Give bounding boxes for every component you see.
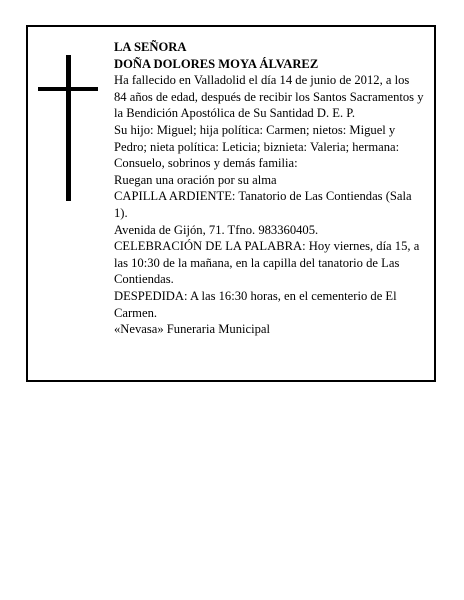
- celebration-text: Hoy viernes, día 15, a las 10:30 de la mañana, en la capilla del tanatorio de Las Contiendas.: [114, 239, 420, 287]
- notice-text: [114, 39, 424, 338]
- obituary-notice: [26, 25, 436, 382]
- celebration-info: [114, 238, 424, 288]
- address: Avenida de Gijón, 71. Tfno. 983360405.: [114, 222, 319, 237]
- chapel-info: [114, 188, 424, 221]
- farewell-label: DESPEDIDA:: [114, 288, 188, 303]
- death-announcement: Ha fallecido en Valladolid el día 14 de junio de 2012, a los 84 años de edad, después de recibir los Santos Sacramentos y la Bendición Apostólica de Su Santidad D. E. P.: [114, 73, 424, 121]
- chapel-text: Tanatorio de Las Contiendas (Sala 1).: [114, 189, 412, 220]
- deceased-name: DOÑA DOLORES MOYA ÁLVAREZ: [114, 56, 319, 71]
- cross-vertical-bar: [66, 55, 71, 201]
- cross-icon: [38, 55, 98, 201]
- celebration-label: CELEBRACIÓN DE LA PALABRA:: [114, 239, 306, 254]
- farewell-text: A las 16:30 horas, en el cementerio de El Carmen.: [114, 288, 397, 320]
- farewell-info: [114, 288, 424, 321]
- prayer-request: Ruegan una oración por su alma: [114, 172, 277, 187]
- chapel-label: CAPILLA ARDIENTE:: [114, 189, 236, 204]
- funeral-home: «Nevasa» Funeraria Municipal: [114, 322, 270, 337]
- notice-title: LA SEÑORA: [114, 40, 187, 54]
- family-list: Su hijo: Miguel; hija política: Carmen; nietos: Miguel y Pedro; nieta política: Leticia; biznieta: Valeria; hermana: Consuelo, sobrinos y demás familia:: [114, 122, 400, 171]
- cross-horizontal-bar: [38, 87, 98, 91]
